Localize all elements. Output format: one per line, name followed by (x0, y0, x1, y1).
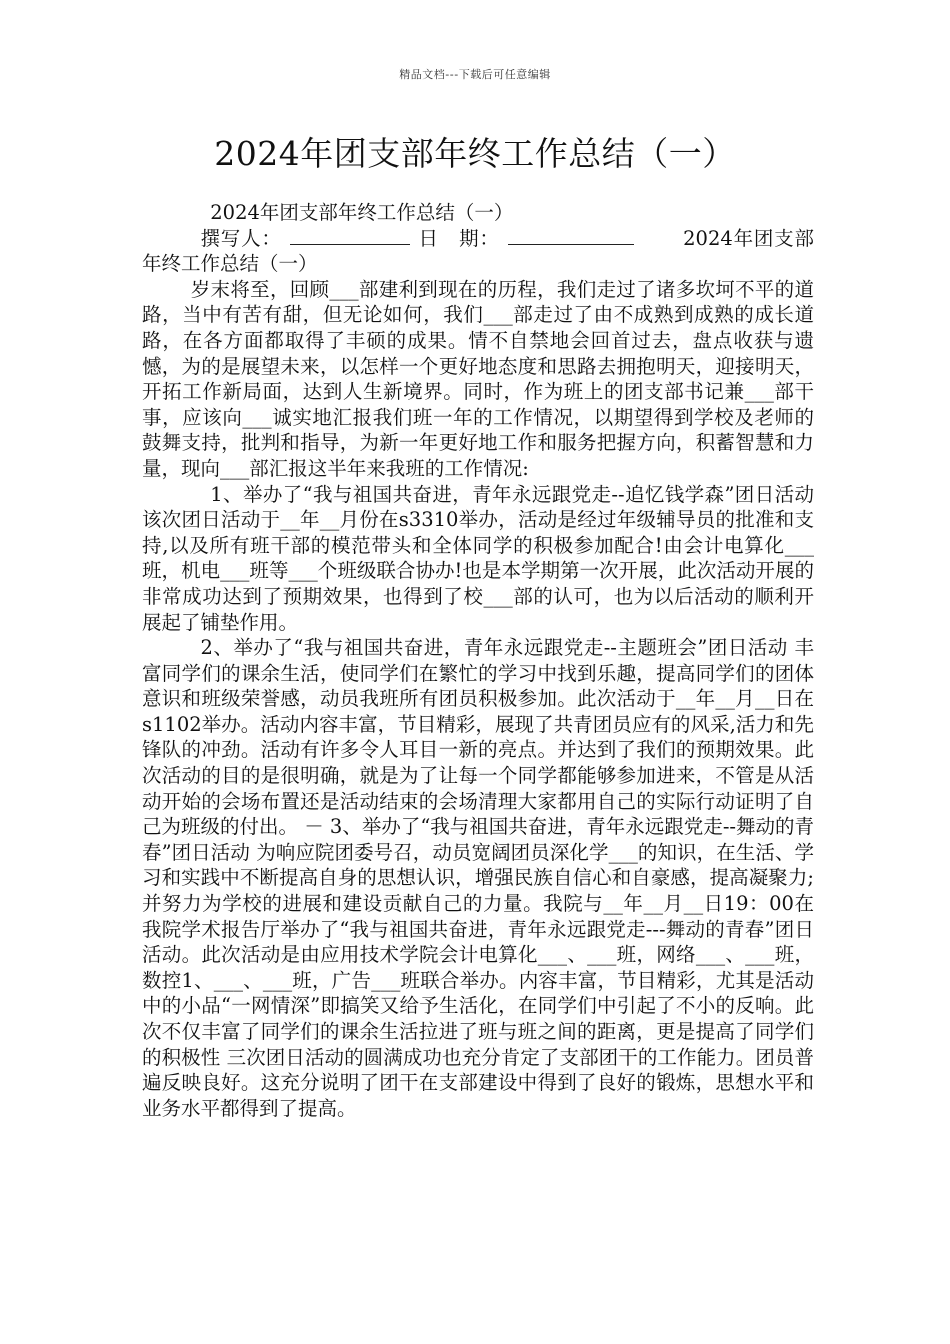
paragraph-intro: 岁末将至，回顾___部建利到现在的历程，我们走过了诸多坎坷不平的道路，当中有苦有甜，但无论如何，我们___部走过了由不成熟到成熟的成长道路，在各方面都取得了丰硕的成果。情不自禁地会回首过去，盘点收获与遗憾，为的是展望未来，以怎样一个更好地态度和思路去拥抱明天，迎接明天，开拓工作新局面，达到人生新境界。同时，作为班上的团支部书记兼___部干事，应该向___诚实地汇报我们班一年的工作情况，以期望得到学校及老师的鼓舞支持，批判和指导，为新一年更好地工作和服务把握方向，积蓄智慧和力量，现向___部汇报这半年来我班的工作情况: (142, 277, 814, 480)
document-title: 2024年团支部年终工作总结（一） (214, 134, 736, 173)
byline (142, 226, 814, 277)
paragraph-activity-1: 1、举办了“我与祖国共奋进，青年永远跟党走--追忆钱学森”团日活动 该次团日活动于__年__月份在s3310举办，活动是经过年级辅导员的批准和支持,以及所有班干部的模范带头和全体同学的积极参加配合!由会计电算化___班，机电___班等___个班级联合协办!也是本学期第一次开展，此次活动开展的非常成功达到了预期效果，也得到了校___部的认可，也为以后活动的顺利开展起了铺垫作用。 (142, 482, 814, 634)
document-body (142, 200, 814, 1121)
date-label: 日 期： (417, 226, 500, 250)
document-subtitle: 2024年团支部年终工作总结（一） (210, 201, 514, 224)
header-note: 精品文档---下载后可任意编辑 (399, 68, 551, 81)
paragraph-activity-2-3: 2、举办了“我与祖国共奋进，青年永远跟党走--主题班会”团日活动 丰富同学们的课余生活，使同学们在繁忙的学习中找到乐趣，提高同学们的团体意识和班级荣誉感，动员我班所有团员积极参加。此次活动于__年__月__日在s1102举办。活动内容丰富，节目精彩，展现了共青团员应有的风采,活力和先锋队的冲劲。活动有许多令人耳目一新的亮点。并达到了我们的预期效果。此次活动的目的是很明确，就是为了让每一个同学都能够参加进来，不管是从活动开始的会场布置还是活动结束的会场清理大家都用自己的实际行动证明了自己为班级的付出。 － 3、举办了“我与祖国共奋进，青年永远跟党走--舞动的青春”团日活动 为响应院团委号召，动员宽阔团员深化学___的知识，在生活、学习和实践中不断提高自身的思想认识，增强民族自信心和自豪感，提高凝聚力;并努力为学校的进展和建设贡献自己的力量。我院与__年__月__日19：00在我院学术报告厅举办了“我与祖国共奋进，青年永远跟党走---舞动的青春”团日活动。此次活动是由应用技术学院会计电算化___、___班，网络___、___班，数控1、___、___班，广告___班联合举办。内容丰富，节目精彩，尤其是活动中的小品“一网情深”即搞笑又给予生活化，在同学们中引起了不小的反响。此次不仅丰富了同学们的课余生活拉进了班与班之间的距离，更是提高了同学们的积极性 三次团日活动的圆满成功也充分肯定了支部团干的工作能力。团员普遍反映良好。这充分说明了团干在支部建设中得到了良好的锻炼，思想水平和业务水平都得到了提高。 (142, 636, 814, 1120)
byline-trailing: 2024年团支部年终工作总结（一） (142, 226, 814, 276)
author-label: 撰写人： (200, 226, 282, 250)
author-blank (290, 226, 410, 245)
date-blank (508, 226, 634, 245)
